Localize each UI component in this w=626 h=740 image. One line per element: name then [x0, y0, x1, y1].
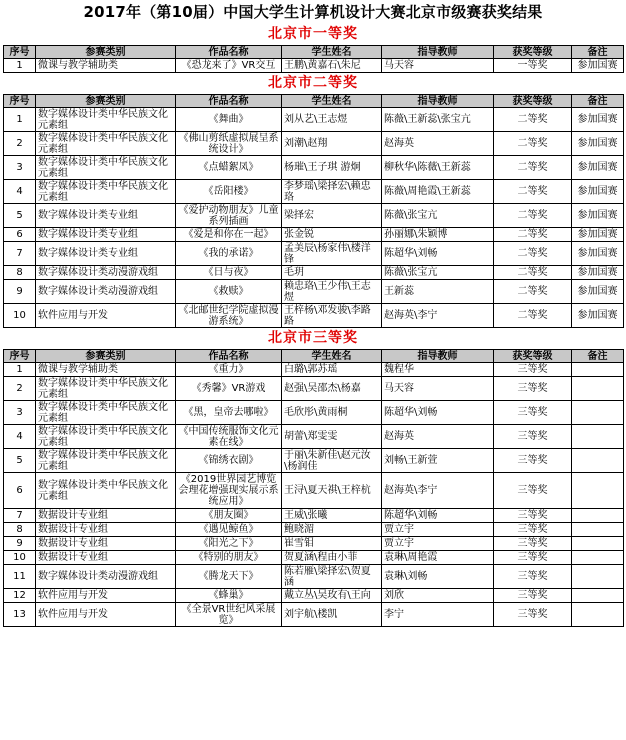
award-level: 二等奖: [494, 108, 572, 132]
note: [572, 377, 624, 401]
teachers: 陈超华\刘畅: [382, 401, 494, 425]
award-level: 二等奖: [494, 156, 572, 180]
award-level: 三等奖: [494, 565, 572, 589]
teachers: 马天容: [382, 377, 494, 401]
teachers: 陈薇\王新蕊\张宝亢: [382, 108, 494, 132]
teachers: 孙丽娜\朱颖博: [382, 228, 494, 242]
category: 数字媒体设计类中华民族文化元素组: [36, 377, 176, 401]
teachers: 王新蕊: [382, 280, 494, 304]
header-work: 作品名称: [176, 95, 282, 108]
work-name: 《全景VR世纪风采展览》: [176, 603, 282, 627]
work-name: 《岳阳楼》: [176, 180, 282, 204]
note: 参加国赛: [572, 280, 624, 304]
row-number: 13: [4, 603, 36, 627]
table-row: [4, 565, 624, 589]
students: 王梓杨\邓发骏\李路路: [282, 304, 382, 328]
work-name: 《救赎》: [176, 280, 282, 304]
work-name: 《爱是和你在一起》: [176, 228, 282, 242]
header-work: 作品名称: [176, 46, 282, 59]
header-award: 获奖等级: [494, 350, 572, 363]
note: [572, 363, 624, 377]
note: 参加国赛: [572, 156, 624, 180]
teachers: 马天容: [382, 59, 494, 73]
note: [572, 401, 624, 425]
row-number: 10: [4, 551, 36, 565]
note: 参加国赛: [572, 180, 624, 204]
award-sections: [3, 24, 623, 627]
category: 数字媒体设计类动漫游戏组: [36, 266, 176, 280]
work-name: 《锦绣衣剧》: [176, 449, 282, 473]
table-row: [4, 59, 624, 73]
header-number: 序号: [4, 95, 36, 108]
section-title: 北京市二等奖: [268, 75, 358, 91]
table-row: [4, 363, 624, 377]
row-number: 4: [4, 180, 36, 204]
category: 数字媒体设计类中华民族文化元素组: [36, 449, 176, 473]
award-level: 二等奖: [494, 180, 572, 204]
note: [572, 589, 624, 603]
row-number: 6: [4, 228, 36, 242]
section-title: 北京市三等奖: [268, 330, 358, 346]
table-row: [4, 509, 624, 523]
header-note: 备注: [572, 350, 624, 363]
award-level: 三等奖: [494, 603, 572, 627]
table-row: [4, 108, 624, 132]
note: 参加国赛: [572, 108, 624, 132]
table-row: [4, 280, 624, 304]
award-level: 二等奖: [494, 204, 572, 228]
header-students: 学生姓名: [282, 46, 382, 59]
category: 数字媒体设计类专业组: [36, 242, 176, 266]
category: 数字媒体设计类中华民族文化元素组: [36, 425, 176, 449]
award-level: 三等奖: [494, 551, 572, 565]
category: 数字媒体设计类中华民族文化元素组: [36, 180, 176, 204]
award-level: 三等奖: [494, 589, 572, 603]
table-row: [4, 204, 624, 228]
teachers: 陈超华\刘畅: [382, 242, 494, 266]
row-number: 8: [4, 266, 36, 280]
note: 参加国赛: [572, 204, 624, 228]
category: 数据设计专业组: [36, 523, 176, 537]
category: 数字媒体设计类中华民族文化元素组: [36, 108, 176, 132]
award-level: 三等奖: [494, 449, 572, 473]
table-row: [4, 242, 624, 266]
award-table: [3, 349, 624, 627]
work-name: 《重力》: [176, 363, 282, 377]
note: [572, 565, 624, 589]
award-level: 二等奖: [494, 132, 572, 156]
award-level: 三等奖: [494, 425, 572, 449]
work-name: 《朋友圈》: [176, 509, 282, 523]
teachers: 柳秋华\陈薇\王新蕊: [382, 156, 494, 180]
header-note: 备注: [572, 95, 624, 108]
table-header-row: [4, 46, 624, 59]
note: [572, 551, 624, 565]
category: 数字媒体设计类中华民族文化元素组: [36, 473, 176, 509]
note: 参加国赛: [572, 59, 624, 73]
row-number: 1: [4, 108, 36, 132]
header-category: 参赛类别: [36, 46, 176, 59]
teachers: 李宁: [382, 603, 494, 627]
header-teachers: 指导教师: [382, 350, 494, 363]
students: 张金锐: [282, 228, 382, 242]
row-number: 1: [4, 59, 36, 73]
teachers: 陈薇\张宝亢: [382, 266, 494, 280]
row-number: 3: [4, 401, 36, 425]
header-number: 序号: [4, 350, 36, 363]
students: 梁择宏: [282, 204, 382, 228]
category: 数字媒体设计类专业组: [36, 228, 176, 242]
category: 数字媒体设计类专业组: [36, 204, 176, 228]
note: 参加国赛: [572, 266, 624, 280]
header-category: 参赛类别: [36, 350, 176, 363]
row-number: 12: [4, 589, 36, 603]
students: 王浔\夏天祺\王梓杭: [282, 473, 382, 509]
table-header-row: [4, 95, 624, 108]
table-row: [4, 304, 624, 328]
teachers: 陈薇\周艳霞\王新蕊: [382, 180, 494, 204]
row-number: 4: [4, 425, 36, 449]
work-name: 《阳光之下》: [176, 537, 282, 551]
work-name: 《爱护动物朋友》儿童系列插画: [176, 204, 282, 228]
note: [572, 509, 624, 523]
category: 数字媒体设计类中华民族文化元素组: [36, 156, 176, 180]
work-name: 《中国传统服饰文化元素在线》: [176, 425, 282, 449]
work-name: 《点蜡絮凤》: [176, 156, 282, 180]
row-number: 7: [4, 509, 36, 523]
award-level: 二等奖: [494, 304, 572, 328]
table-row: [4, 449, 624, 473]
teachers: 刘欣: [382, 589, 494, 603]
table-row: [4, 537, 624, 551]
award-table: [3, 45, 624, 73]
teachers: 陈超华\刘畅: [382, 509, 494, 523]
row-number: 2: [4, 377, 36, 401]
students: 刘宇航\楼凯: [282, 603, 382, 627]
students: 于丽\朱新佳\赵元汝\杨润佳: [282, 449, 382, 473]
note: 参加国赛: [572, 132, 624, 156]
document-title: 2017年（第10届）中国大学生计算机设计大赛北京市级赛获奖结果: [83, 3, 543, 21]
award-level: 二等奖: [494, 266, 572, 280]
table-row: [4, 603, 624, 627]
category: 软件应用与开发: [36, 304, 176, 328]
students: 鲍晓湄: [282, 523, 382, 537]
work-name: 《日与夜》: [176, 266, 282, 280]
students: 王威\张曦: [282, 509, 382, 523]
teachers: 魏程华: [382, 363, 494, 377]
header-work: 作品名称: [176, 350, 282, 363]
header-students: 学生姓名: [282, 95, 382, 108]
award-level: 三等奖: [494, 523, 572, 537]
students: 白璐\郭苏瑶: [282, 363, 382, 377]
row-number: 5: [4, 449, 36, 473]
students: 赵强\吴邵杰\杨嘉: [282, 377, 382, 401]
row-number: 5: [4, 204, 36, 228]
header-teachers: 指导教师: [382, 95, 494, 108]
work-name: 《遇见鲸鱼》: [176, 523, 282, 537]
row-number: 2: [4, 132, 36, 156]
students: 毛玥: [282, 266, 382, 280]
header-students: 学生姓名: [282, 350, 382, 363]
award-level: 三等奖: [494, 377, 572, 401]
header-teachers: 指导教师: [382, 46, 494, 59]
work-name: 《佛山剪纸虚拟展呈系统设计》: [176, 132, 282, 156]
teachers: 陈薇\张宝亢: [382, 204, 494, 228]
table-row: [4, 551, 624, 565]
teachers: 赵海英: [382, 425, 494, 449]
students: 杨璀\王子琪 游炯: [282, 156, 382, 180]
teachers: 贾立宇: [382, 523, 494, 537]
note: 参加国赛: [572, 304, 624, 328]
note: [572, 473, 624, 509]
row-number: 9: [4, 280, 36, 304]
header-note: 备注: [572, 46, 624, 59]
students: 刘潮\赵翔: [282, 132, 382, 156]
category: 数字媒体设计类中华民族文化元素组: [36, 401, 176, 425]
teachers: 赵海英: [382, 132, 494, 156]
row-number: 6: [4, 473, 36, 509]
students: 戴立丛\吴玫有\王向: [282, 589, 382, 603]
row-number: 10: [4, 304, 36, 328]
teachers: 袁琳\周艳霞: [382, 551, 494, 565]
students: 毛欣彤\黄雨桐: [282, 401, 382, 425]
award-level: 一等奖: [494, 59, 572, 73]
table-row: [4, 401, 624, 425]
teachers: 贾立宇: [382, 537, 494, 551]
students: 陈若雁\梁择宏\贺夏涵: [282, 565, 382, 589]
category: 微课与教学辅助类: [36, 59, 176, 73]
table-row: [4, 425, 624, 449]
note: [572, 449, 624, 473]
category: 数据设计专业组: [36, 537, 176, 551]
table-row: [4, 589, 624, 603]
table-row: [4, 523, 624, 537]
students: 赖忠珞\王少伟\王志煜: [282, 280, 382, 304]
row-number: 1: [4, 363, 36, 377]
award-table: [3, 94, 624, 328]
table-row: [4, 377, 624, 401]
note: [572, 425, 624, 449]
students: 崔雪钼: [282, 537, 382, 551]
students: 贺夏涵\程由小菲: [282, 551, 382, 565]
row-number: 8: [4, 523, 36, 537]
teachers: 赵海英\李宁: [382, 473, 494, 509]
work-name: 《特别的朋友》: [176, 551, 282, 565]
students: 胡蕾\郑雯雯: [282, 425, 382, 449]
table-row: [4, 266, 624, 280]
students: 刘从艺\王志煜: [282, 108, 382, 132]
award-level: 三等奖: [494, 509, 572, 523]
table-row: [4, 132, 624, 156]
row-number: 7: [4, 242, 36, 266]
note: 参加国赛: [572, 242, 624, 266]
teachers: 袁琳\刘畅: [382, 565, 494, 589]
work-name: 《黑，皇帝去哪啦》: [176, 401, 282, 425]
table-row: [4, 180, 624, 204]
award-level: 二等奖: [494, 242, 572, 266]
header-award: 获奖等级: [494, 46, 572, 59]
award-level: 二等奖: [494, 280, 572, 304]
category: 微课与教学辅助类: [36, 363, 176, 377]
table-header-row: [4, 350, 624, 363]
header-award: 获奖等级: [494, 95, 572, 108]
award-level: 二等奖: [494, 228, 572, 242]
work-name: 《舞曲》: [176, 108, 282, 132]
work-name: 《蜂巢》: [176, 589, 282, 603]
row-number: 11: [4, 565, 36, 589]
teachers: 赵海英\李宁: [382, 304, 494, 328]
work-name: 《北邮世纪学院虚拟漫游系统》: [176, 304, 282, 328]
students: 王鹏\黄嘉石\朱尼: [282, 59, 382, 73]
award-level: 三等奖: [494, 363, 572, 377]
table-row: [4, 156, 624, 180]
work-name: 《2019世界园艺博览会理花增强现实展示系统应用》: [176, 473, 282, 509]
category: 软件应用与开发: [36, 589, 176, 603]
table-row: [4, 473, 624, 509]
category: 数据设计专业组: [36, 551, 176, 565]
category: 软件应用与开发: [36, 603, 176, 627]
category: 数字媒体设计类动漫游戏组: [36, 280, 176, 304]
note: [572, 523, 624, 537]
work-name: 《恐龙来了》VR交互: [176, 59, 282, 73]
category: 数据设计专业组: [36, 509, 176, 523]
work-name: 《腾龙天下》: [176, 565, 282, 589]
award-level: 三等奖: [494, 401, 572, 425]
work-name: 《秀馨》VR游戏: [176, 377, 282, 401]
students: 李梦瑶\梁择宏\赖忠珞: [282, 180, 382, 204]
table-row: [4, 228, 624, 242]
work-name: 《我的承诺》: [176, 242, 282, 266]
note: [572, 603, 624, 627]
note: 参加国赛: [572, 228, 624, 242]
category: 数字媒体设计类中华民族文化元素组: [36, 132, 176, 156]
header-number: 序号: [4, 46, 36, 59]
students: 孟美辰\杨家伟\楼洋锋: [282, 242, 382, 266]
row-number: 9: [4, 537, 36, 551]
note: [572, 537, 624, 551]
row-number: 3: [4, 156, 36, 180]
section-title: 北京市一等奖: [268, 26, 358, 42]
header-category: 参赛类别: [36, 95, 176, 108]
teachers: 刘畅\王新萱: [382, 449, 494, 473]
category: 数字媒体设计类动漫游戏组: [36, 565, 176, 589]
award-level: 三等奖: [494, 473, 572, 509]
award-level: 三等奖: [494, 537, 572, 551]
